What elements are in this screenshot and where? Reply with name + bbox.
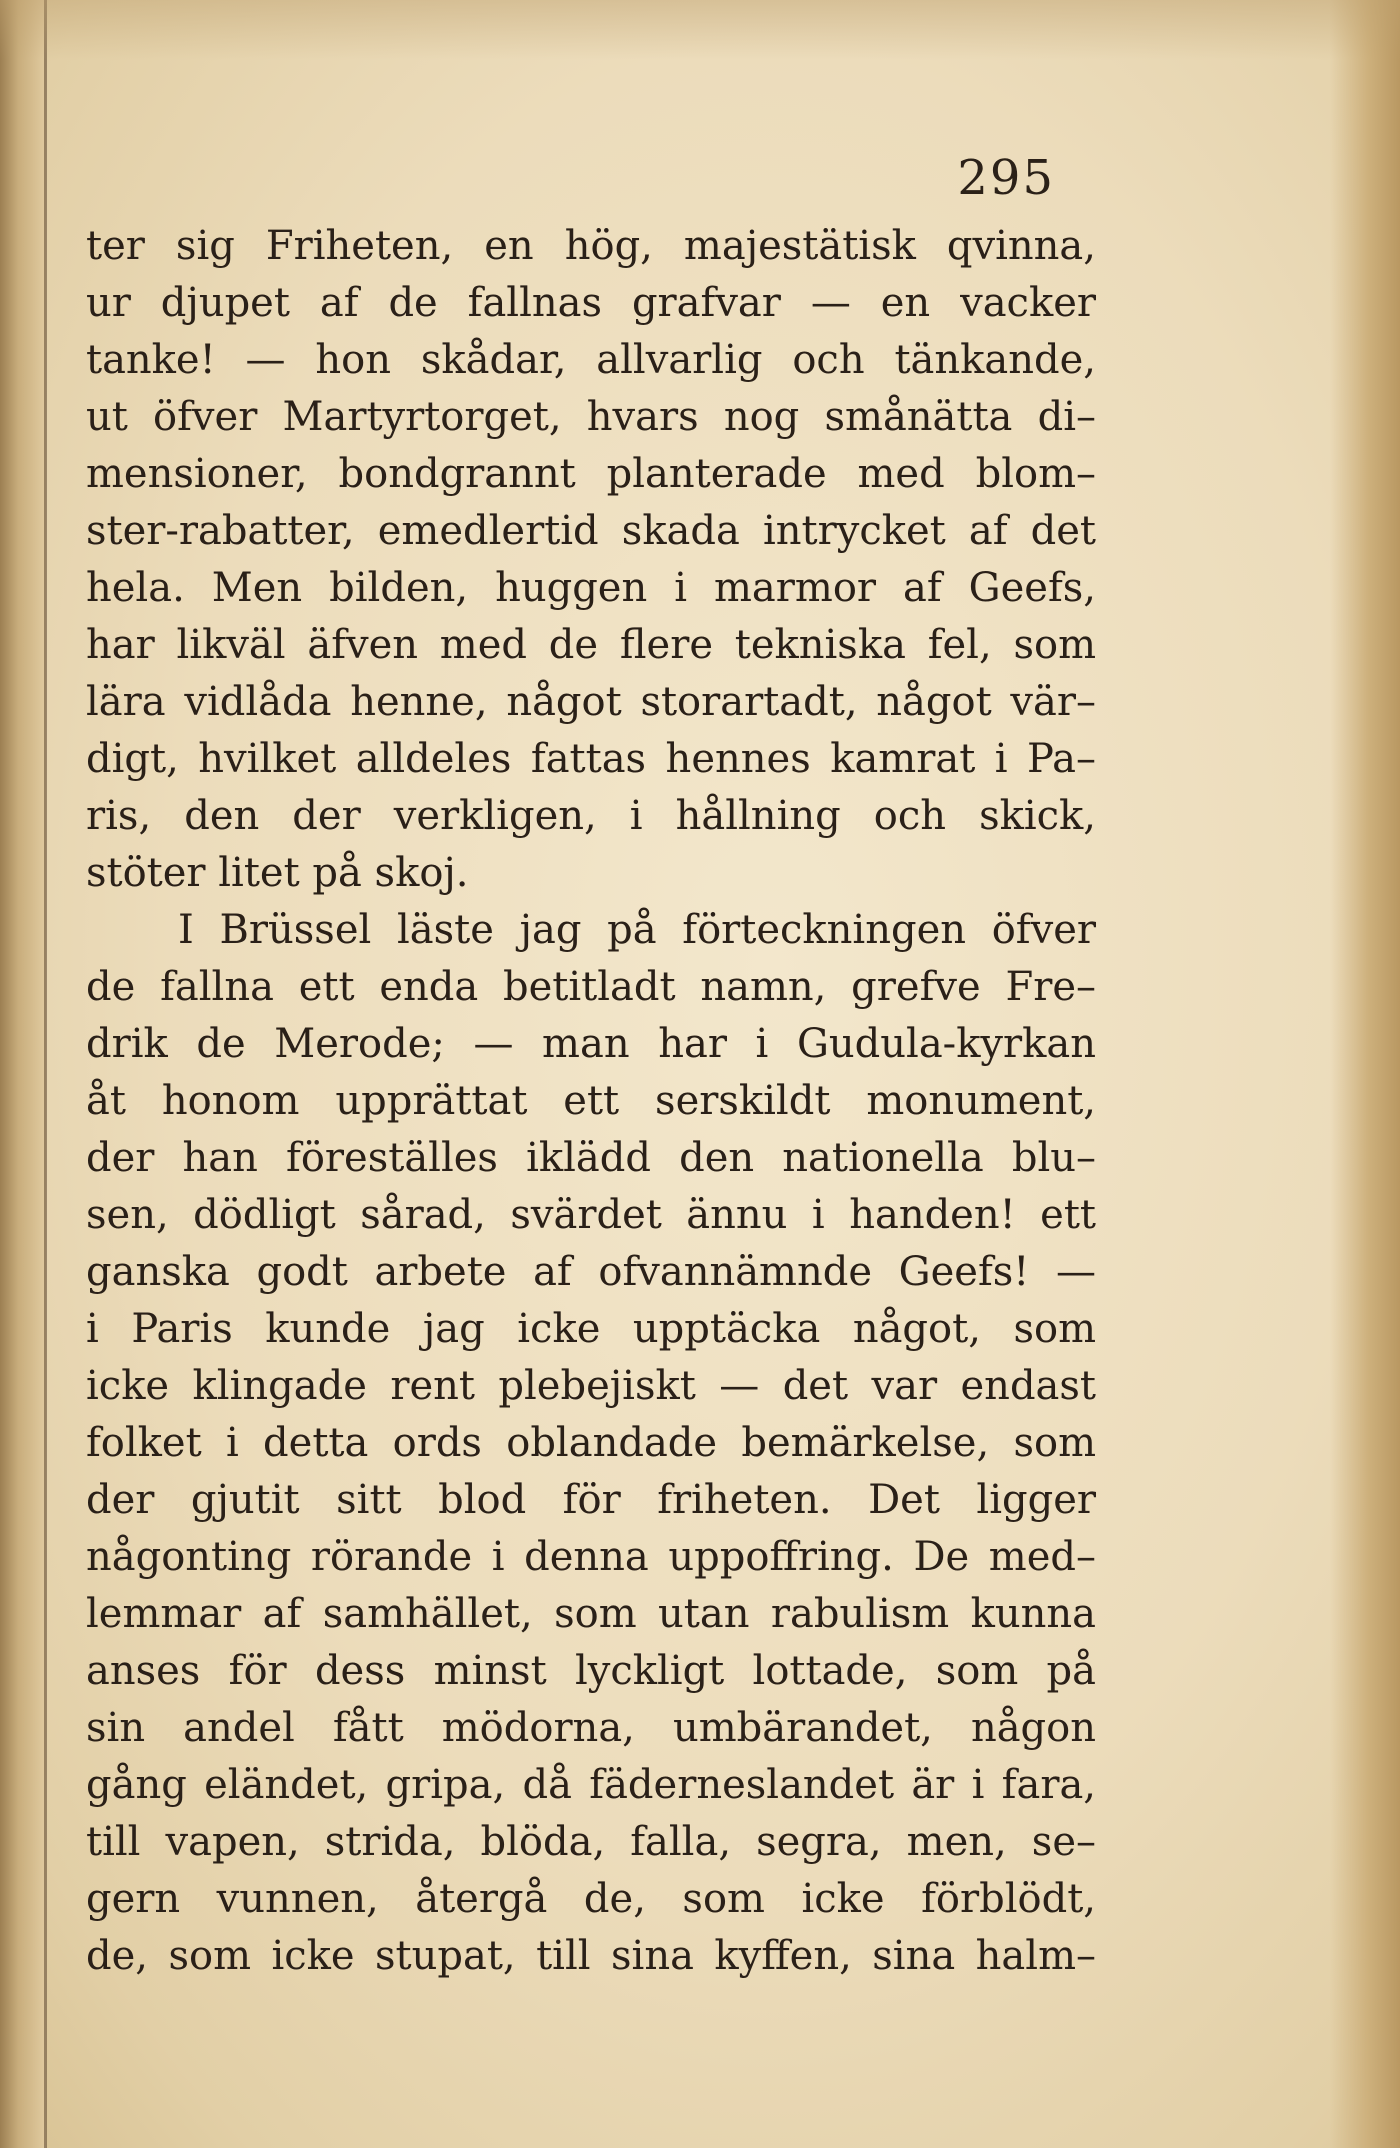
text-line: gern vunnen, återgå de, som icke förblödt, — [86, 1876, 1096, 1922]
body-text — [86, 218, 1096, 1985]
text-line: lemmar af samhället, som utan rabulism kunna — [86, 1591, 1096, 1637]
text-line: sen, dödligt sårad, svärdet ännu i handen! ett — [86, 1192, 1096, 1238]
text-line: der han föreställes iklädd den nationella blu– — [86, 1135, 1096, 1181]
text-line: de, som icke stupat, till sina kyffen, sina halm– — [86, 1933, 1096, 1979]
text-line: drik de Merode; — man har i Gudula-kyrkan — [86, 1021, 1096, 1067]
text-line: I Brüssel läste jag på förteckningen öfver — [178, 907, 1096, 953]
spine-shadow-line — [44, 0, 47, 2148]
text-line: ganska godt arbete af ofvannämnde Geefs! — — [86, 1249, 1096, 1295]
text-line: sin andel fått mödorna, umbärandet, någon — [86, 1705, 1096, 1751]
page-number: 295 — [957, 150, 1055, 206]
text-line: de fallna ett enda betitladt namn, grefve Fre– — [86, 964, 1096, 1010]
text-line: gång eländet, gripa, då fäderneslandet är i fara, — [86, 1762, 1096, 1808]
text-line: ter sig Friheten, en hög, majestätisk qvinna, — [86, 223, 1096, 269]
text-line: i Paris kunde jag icke upptäcka något, som — [86, 1306, 1096, 1352]
text-line: har likväl äfven med de flere tekniska fel, som — [86, 622, 1096, 668]
text-line: ris, den der verkligen, i hållning och skick, — [86, 793, 1096, 839]
text-line: tanke! — hon skådar, allvarlig och tänkande, — [86, 337, 1096, 383]
page-edge — [1330, 0, 1400, 2148]
text-line: digt, hvilket alldeles fattas hennes kamrat i Pa– — [86, 736, 1096, 782]
text-line: icke klingade rent plebejiskt — det var endast — [86, 1363, 1096, 1409]
text-line: någonting rörande i denna uppoffring. De med– — [86, 1534, 1096, 1580]
text-line: lära vidlåda henne, något storartadt, något vär– — [86, 679, 1096, 725]
text-line: mensioner, bondgrannt planterade med blom– — [86, 451, 1096, 497]
text-line: till vapen, strida, blöda, falla, segra, men, se– — [86, 1819, 1096, 1865]
text-line: hela. Men bilden, huggen i marmor af Geefs, — [86, 565, 1096, 611]
text-line: åt honom upprättat ett serskildt monument, — [86, 1078, 1096, 1124]
text-line: anses för dess minst lyckligt lottade, som på — [86, 1648, 1096, 1694]
text-line: ur djupet af de fallnas grafvar — en vacker — [86, 280, 1096, 326]
top-shade — [0, 0, 1400, 60]
text-line: der gjutit sitt blod för friheten. Det ligger — [86, 1477, 1096, 1523]
text-line: ut öfver Martyrtorget, hvars nog smånätta di– — [86, 394, 1096, 440]
text-line: ster-rabatter, emedlertid skada intrycket af det — [86, 508, 1096, 554]
book-spine — [0, 0, 46, 2148]
text-line: folket i detta ords oblandade bemärkelse, som — [86, 1420, 1096, 1466]
text-line: stöter litet på skoj. — [86, 850, 469, 896]
